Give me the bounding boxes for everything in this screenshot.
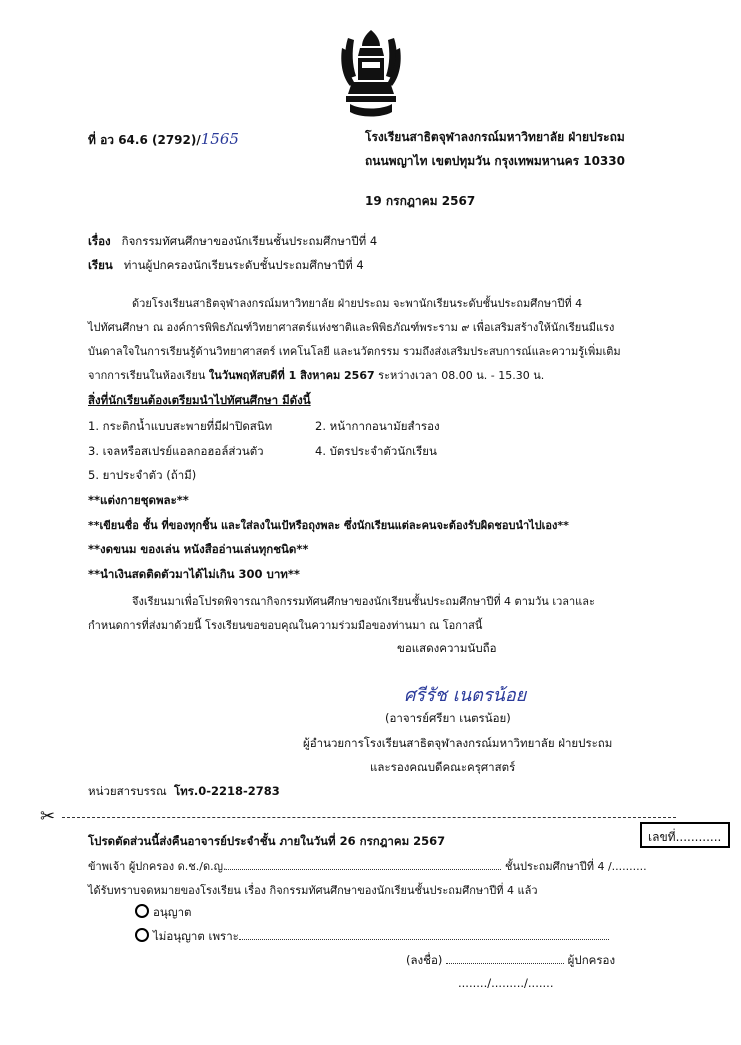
regards: ขอแสดงความนับถือ: [397, 641, 497, 655]
slip-date-line[interactable]: ......../........./.......: [458, 976, 554, 990]
parent-signature-field[interactable]: [446, 963, 564, 964]
list-item: 2. หน้ากากอนามัยสำรอง: [315, 419, 440, 433]
scissors-icon: ✂: [40, 806, 56, 827]
signatory-name: (อาจารย์ศรียา เนตรน้อย): [385, 711, 511, 725]
radio-circle-icon[interactable]: [135, 904, 149, 918]
recipient-line: เรียน ท่านผู้ปกครองนักเรียนระดับชั้นประถมศึกษาปีที่ 4: [88, 258, 364, 272]
list-item: 4. บัตรประจำตัวนักเรียน: [315, 444, 437, 458]
signatory-position-2: และรองคณบดีคณะครุศาสตร์: [370, 760, 516, 774]
list-item: 3. เจลหรือสเปรย์แอลกอฮอล์ส่วนตัว: [88, 444, 264, 458]
list-item: 1. กระติกน้ำแบบสะพายที่มีฝาปิดสนิท: [88, 419, 273, 433]
slip-heading: โปรดตัดส่วนนี้ส่งคืนอาจารย์ประจำชั้น ภายในวันที่ 26 กรกฎาคม 2567: [88, 834, 446, 848]
option-allow[interactable]: อนุญาต: [135, 904, 192, 922]
body-line-3: บันดาลใจในการเรียนรู้ด้านวิทยาศาสตร์ เทคโนโลยี และนวัตกรรม รวมถึงส่งเสริมประสบการณ์และความรู้เพิ่มเติม: [88, 345, 621, 358]
items-heading: สิ่งที่นักเรียนต้องเตรียมนำไปทัศนศึกษา มีดังนี้: [88, 393, 311, 407]
handwritten-signature: ศรีรัช เนตรน้อย: [404, 685, 527, 706]
school-emblem-logo: [340, 28, 402, 120]
note-no-snacks: **งดขนม ของเล่น หนังสืออ่านเล่นทุกชนิด**: [88, 542, 309, 556]
slip-parent-line: ข้าพเจ้า ผู้ปกครอง ด.ช./ด.ญ. ชั้นประถมศึกษาปีที่ 4 /..........: [88, 860, 647, 873]
option-deny[interactable]: ไม่อนุญาต เพราะ: [135, 928, 609, 946]
signatory-position: ผู้อำนวยการโรงเรียนสาธิตจุฬาลงกรณ์มหาวิทยาลัย ฝ่ายประถม: [303, 736, 613, 750]
body-line-4: จากการเรียนในห้องเรียน ในวันพฤหัสบดีที่ 1 สิงหาคม 2567 ระหว่างเวลา 08.00 น. - 15.30 น.: [88, 369, 545, 382]
subject-line: เรื่อง กิจกรรมทัศนศึกษาของนักเรียนชั้นประถมศึกษาปีที่ 4: [88, 234, 378, 248]
handwritten-reference: 1565: [200, 130, 239, 148]
slip-acknowledge-line: ได้รับทราบจดหมายของโรงเรียน เรื่อง กิจกรรมทัศนศึกษาของนักเรียนชั้นประถมศึกษาปีที่ 4 แล้ว: [88, 884, 538, 897]
slip-signature-line: (ลงชื่อ) ผู้ปกครอง: [406, 953, 616, 967]
note-dress: **แต่งกายชุดพละ**: [88, 493, 189, 507]
department-contact: หน่วยสารบรรณ โทร.0-2218-2783: [88, 784, 280, 798]
student-name-field[interactable]: [226, 869, 501, 870]
reason-field[interactable]: [239, 939, 609, 940]
cut-line: [62, 817, 676, 818]
note-labels: **เขียนชื่อ ชั้น ที่ของทุกชิ้น และใส่ลงในเป้หรือถุงพละ ซึ่งนักเรียนแต่ละคนจะต้องรับผิดชอบนำไปเอง**: [88, 519, 569, 532]
radio-circle-icon[interactable]: [135, 928, 149, 942]
school-name: โรงเรียนสาธิตจุฬาลงกรณ์มหาวิทยาลัย ฝ่ายประถม: [365, 130, 625, 144]
school-address: ถนนพญาไท เขตปทุมวัน กรุงเทพมหานคร 10330: [365, 154, 625, 168]
reference-number: ที่ อว 64.6 (2792)/1565: [88, 130, 239, 148]
body-line-1: ด้วยโรงเรียนสาธิตจุฬาลงกรณ์มหาวิทยาลัย ฝ่ายประถม จะพานักเรียนระดับชั้นประถมศึกษาปีที่ 4: [132, 297, 583, 310]
letter-date: 19 กรกฎาคม 2567: [365, 194, 476, 208]
closing-line-2: กำหนดการที่ส่งมาด้วยนี้ โรงเรียนขอขอบคุณในความร่วมมือของท่านมา ณ โอกาสนี้: [88, 619, 483, 632]
list-item: 5. ยาประจำตัว (ถ้ามี): [88, 468, 197, 482]
body-line-2: ไปทัศนศึกษา ณ องค์การพิพิธภัณฑ์วิทยาศาสตร์แห่งชาติและพิพิธภัณฑ์พระราม ๙ เพื่อเสริมสร้างให้นักเรียนมีแรง: [88, 321, 615, 334]
closing-line-1: จึงเรียนมาเพื่อโปรดพิจารณากิจกรรมทัศนศึกษาของนักเรียนชั้นประถมศึกษาปีที่ 4 ตามวัน เวลาและ: [132, 595, 595, 608]
student-number-box[interactable]: เลขที่............: [640, 822, 730, 848]
note-cash: **นำเงินสดติดตัวมาได้ไม่เกิน 300 บาท**: [88, 567, 300, 581]
